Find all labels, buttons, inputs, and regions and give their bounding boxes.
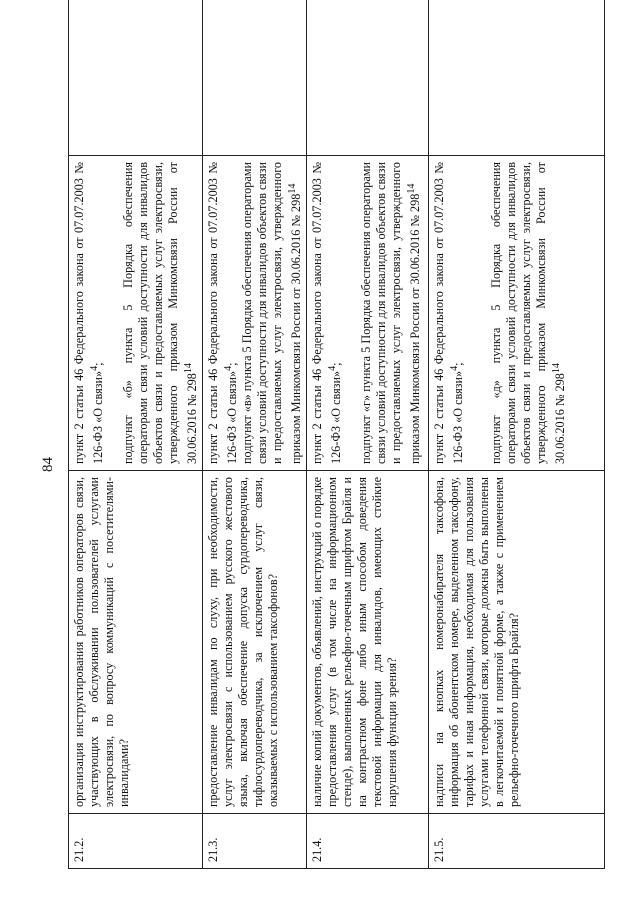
- source-order-text: подпункт «д» пункта 5 Порядка обеспечения операторами связи условий доступности для инвалидов объектов связи и предоставляемых услуг электросвязи, утвержденного приказом Минкомсвязи России от 30.06.2016 № 298: [489, 162, 568, 464]
- footnote-ref: 14: [287, 183, 299, 194]
- legal-source: [307, 156, 429, 471]
- source-order-text: подпункт «б» пункта 5 Порядка обеспечения операторами связи условий доступности для инвалидов объектов связи и предоставляемых услуг электросвязи, утвержденного приказом Минкомсвязи России от 30.06.2016 № 298: [121, 162, 200, 464]
- requirements-table: [68, 0, 605, 869]
- note-cell: [69, 0, 203, 156]
- legal-source: [69, 156, 203, 471]
- requirement-text: предоставление инвалидам по слуху, при необходимости, услуг электросвязи с использованием русского жестового языка, включая обеспечение допуска сурдопереводчика, тифлосурдопереводчика, за исключением услуг связи, оказываемых с использованием таксофонов?: [203, 471, 307, 814]
- footnote-ref: 4: [327, 365, 339, 371]
- footnote-ref: 4: [449, 365, 461, 371]
- source-law: пункт 2 статьи 46 Федерального закона от 07.07.2003 № 126-ФЗ «О связи»$^4$;: [206, 162, 240, 464]
- source-law-text: пункт 2 статьи 46 Федерального закона от 07.07.2003 № 126-ФЗ «О связи»: [310, 162, 344, 464]
- source-order: [489, 162, 568, 464]
- legal-source: [429, 156, 605, 471]
- note-cell: [307, 0, 429, 156]
- source-order: [240, 162, 304, 464]
- note-cell: [429, 0, 605, 156]
- rotated-table-container: [68, 37, 572, 869]
- footnote-ref: 4: [223, 365, 235, 371]
- table-row: [203, 0, 307, 869]
- source-law: пункт 2 статьи 46 Федерального закона от 07.07.2003 № 126-ФЗ «О связи»$^4$;: [72, 162, 106, 464]
- source-order-text: подпункт «г» пункта 5 Порядка обеспечения операторами связи условий доступности для инвалидов объектов связи и предоставляемых услуг электросвязи, утвержденного приказом Минкомсвязи России от 30.06.2016 № 298: [359, 162, 423, 464]
- footnote-ref: 4: [89, 365, 100, 371]
- note-cell: [203, 0, 307, 156]
- source-law-text: пункт 2 статьи 46 Федерального закона от 07.07.2003 № 126-ФЗ «О связи»: [72, 162, 106, 464]
- requirement-text: надписи на кнопках номеронабирателя таксофона, информация об абонентском номере, выделенном таксофону, тарифах и иная информация, необходимая для пользования услугами телефонной связи, которые должны быть выполнены в легкочитаемой и понятной форме, а также с применением рельефно-точечного шрифта Брайля?: [429, 471, 605, 814]
- table-row: [429, 0, 605, 869]
- requirement-text: организация инструктирования работников операторов связи, участвующих в обслуживании пользователей услугами электросвязи, по вопросу коммуникаций с посетителями-инвалидами?: [69, 471, 203, 814]
- source-order: [121, 162, 200, 464]
- source-law-text: пункт 2 статьи 46 Федерального закона от 07.07.2003 № 126-ФЗ «О связи»: [206, 162, 240, 464]
- source-order-text: подпункт «в» пункта 5 Порядка обеспечения операторами связи условий доступности для инвалидов объектов связи и предоставляемых услуг электросвязи, утвержденного приказом Минкомсвязи России от 30.06.2016 № 298: [240, 161, 304, 464]
- row-number: 21.4.: [307, 814, 429, 869]
- footnote-ref: 14: [406, 183, 418, 194]
- source-law-text: пункт 2 статьи 46 Федерального закона от 07.07.2003 № 126-ФЗ «О связи»: [432, 162, 466, 464]
- row-number: 21.5.: [429, 814, 605, 869]
- row-number: 21.2.: [69, 814, 203, 869]
- legal-source: [203, 156, 307, 471]
- table-row: [69, 0, 203, 869]
- table-row: [307, 0, 429, 869]
- page-number: 84: [40, 457, 56, 472]
- row-number: 21.3.: [203, 814, 307, 869]
- footnote-ref: 14: [551, 362, 563, 374]
- source-order: [359, 162, 423, 464]
- footnote-ref: 14: [183, 362, 195, 374]
- requirement-text: наличие копий документов, объявлений, инструкций о порядке предоставления услуг (в том числе на информационном стенде), выполненных рельефно-точечным шрифтом Брайля и на контрастном фоне либо иным способом доведения текстовой информации для инвалидов, имеющих стойкие нарушения функции зрения?: [307, 471, 429, 814]
- source-law: пункт 2 статьи 46 Федерального закона от 07.07.2003 № 126-ФЗ «О связи»$^4$;: [432, 162, 466, 464]
- source-law: пункт 2 статьи 46 Федерального закона от 07.07.2003 № 126-ФЗ «О связи»$^4$;: [310, 162, 344, 464]
